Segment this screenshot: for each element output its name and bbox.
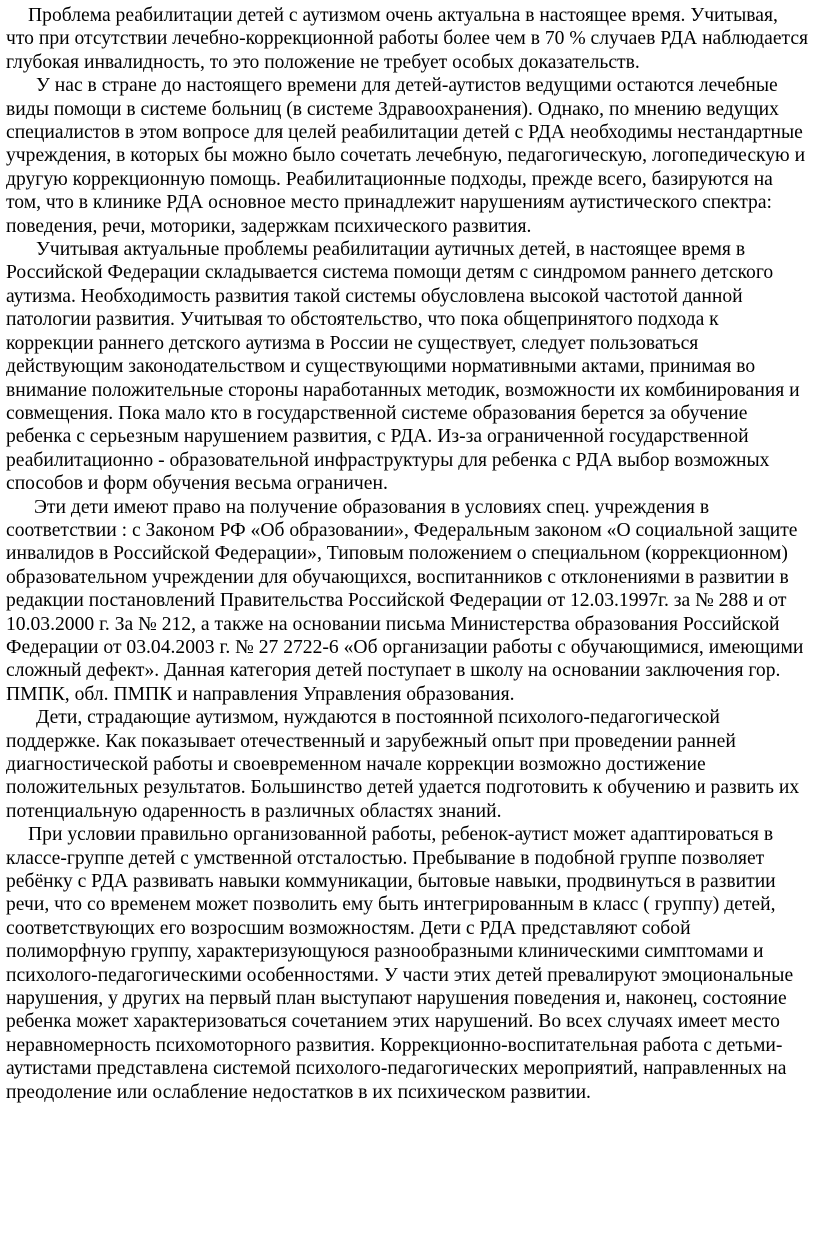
paragraph-adaptation-group: При условии правильно организованной работы, ребенок-аутист может адаптироваться в классе-группе детей с умственной отсталостью. Пребывание в подобной группе позволяет ребёнку с РДА развивать навыки коммуникации, бытовые навыки, продвинуться в развитии речи, что со временем может позволить ему быть интегрированным в класс ( группу) детей, соответствующих его возросшим возможностям. Дети с РДА представляют собой полиморфную группу, характеризующуюся разнообразными клиническими симптомами и психолого-педагогическими особенностями. У части этих детей превалируют эмоциональные нарушения, у других на первый план выступают нарушения поведения и, наконец, состояние ребенка может характеризоваться сочетанием этих нарушений. Во всех случаях имеет место неравномерность психомоторного развития. Коррекционно-воспитательная работа с детьми-аутистами представлена системой психолого-педагогических мероприятий, направленных на преодоление или ослабление недостатков в их психическом развитии. <box>6 824 794 1103</box>
paragraph-education-rights: Эти дети имеют право на получение образования в условиях спец. учреждения в соответствии : с Законом РФ «Об образовании», Федеральным законом «О социальной защите инвалидов в Российской Федерации», Типовым положением о специальном (коррекционном) образовательном учреждении для обучающихся, воспитанников с отклонениями в развитии в редакции постановлений Правительства Российской Федерации от 12.03.1997г. за № 288 и от 10.03.2000 г. За № 212, а также на основании письма Министерства образования Российской Федерации от 03.04.2003 г. № 27 2722-6 «Об организации работы с обучающимися, имеющими сложный дефект». Данная категория детей поступает в школу на основании заключения гор. ПМПК, обл. ПМПК и направления Управления образования. <box>6 496 804 705</box>
paragraph-help-system: Учитывая актуальные проблемы реабилитации аутичных детей, в настоящее время в Российской Федерации складывается система помощи детям с синдромом раннего детского аутизма. Необходимость развития такой системы обусловлена высокой частотой данной патологии развития. Учитывая то обстоятельство, что пока общепринятого подхода к коррекции раннего детского аутизма в России не существует, следует пользоваться действующим законодательством и существующими нормативными актами, принимая во внимание положительные стороны наработанных методик, возможности их комбинирования и совмещения. Пока мало кто в государственной системе образования берется за обучение ребенка с серьезным нарушением развития, с РДА. Из-за ограниченной государственной реабилитационно - образовательной инфраструктуры для ребенка с РДА выбор возможных способов и форм обучения весьма ограничен. <box>6 239 800 495</box>
paragraph-psychological-support: Дети, страдающие аутизмом, нуждаются в постоянной психолого-педагогической поддержке. Как показывает отечественный и зарубежный опыт при проведении ранней диагностической работы и своевременном начале коррекции возможно достижение положительных результатов. Большинство детей удается подготовить к обучению и развить их потенциальную одаренность в различных областях знаний. <box>6 707 800 822</box>
paragraph-rehabilitation-relevance: Проблема реабилитации детей с аутизмом очень актуальна в настоящее время. Учитывая, что при отсутствии лечебно-коррекционной работы более чем в 70 % случаев РДА наблюдается глубокая инвалидность, то это положение не требует особых доказательств. <box>6 5 809 73</box>
paragraph-treatment-in-country: У нас в стране до настоящего времени для детей-аутистов ведущими остаются лечебные виды помощи в системе больниц (в системе Здравоохранения). Однако, по мнению ведущих специалистов в этом вопросе для целей реабилитации детей с РДА необходимы нестандартные учреждения, в которых бы можно было сочетать лечебную, педагогическую, логопедическую и другую коррекционную помощь. Реабилитационные подходы, прежде всего, базируются на том, что в клинике РДА основное место принадлежит нарушениям аутистического спектра: поведения, речи, моторики, задержкам психического развития. <box>6 75 806 237</box>
